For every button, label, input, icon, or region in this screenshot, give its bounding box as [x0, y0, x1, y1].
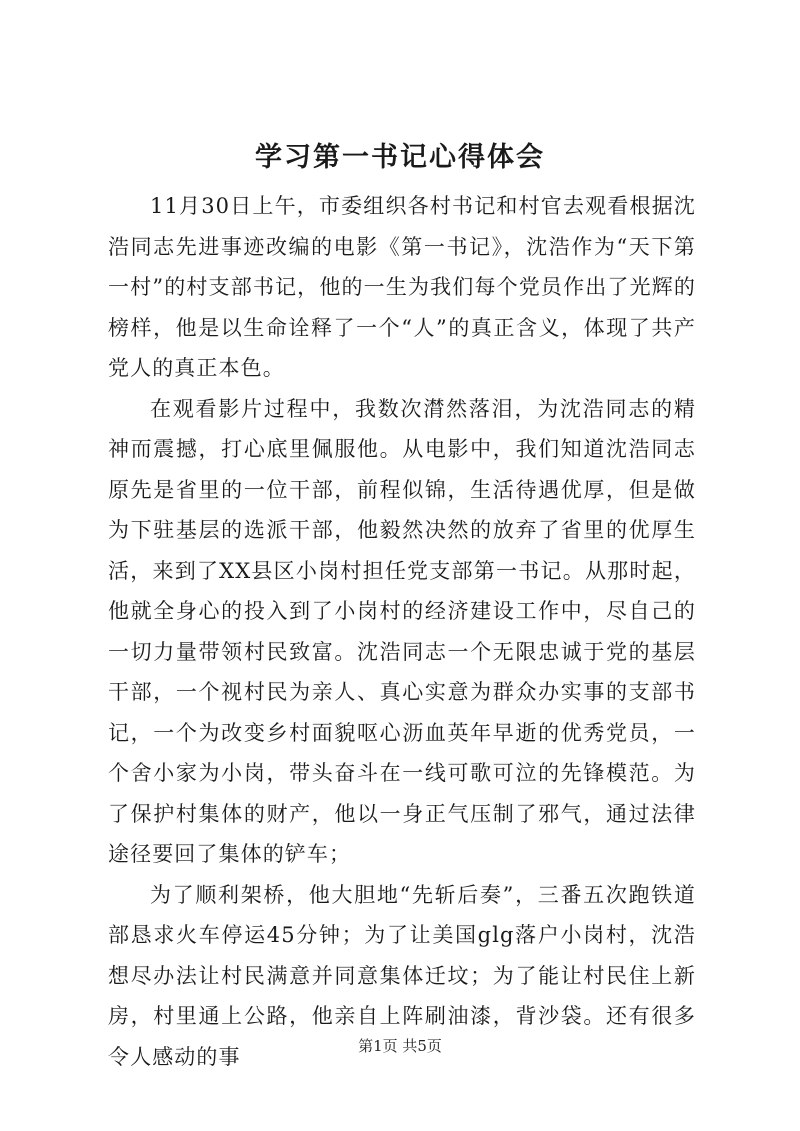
document-body	[108, 186, 696, 1077]
paragraph-3: 为了顺利架桥，他大胆地“先斩后奏”，三番五次跑铁道部恳求火车停运45分钟；为了让美国glg落户小岗村，沈浩想尽办法让村民满意并同意集体迁坟；为了能让村民住上新房，村里通上公路，他亲自上阵刷油漆，背沙袋。还有很多令人感动的事	[108, 882, 696, 1069]
paragraph-2: 在观看影片过程中，我数次潸然落泪，为沈浩同志的精神而震撼，打心底里佩服他。从电影中，我们知道沈浩同志原先是省里的一位干部，前程似锦，生活待遇优厚，但是做为下驻基层的选派干部，他毅然决然的放弃了省里的优厚生活，来到了XX县区小岗村担任党支部第一书记。从那时起，他就全身心的投入到了小岗村的经济建设工作中，尽自己的一切力量带领村民致富。沈浩同志一个无限忠诚于党的基层干部，一个视村民为亲人、真心实意为群众办实事的支部书记，一个为改变乡村面貌呕心沥血英年早逝的优秀党员，一个舍小家为小岗，带头奋斗在一线可歌可泣的先锋模范。为了保护村集体的财产，他以一身正气压制了邪气，通过法律途径要回了集体的铲车；	[108, 396, 696, 866]
page-number-footer: 第1页 共5页	[358, 1037, 442, 1055]
paragraph-1: 11月30日上午，市委组织各村书记和村官去观看根据沈浩同志先进事迹改编的电影《第一书记》，沈浩作为“天下第一村”的村支部书记，他的一生为我们每个党员作出了光辉的榜样，他是以生命诠释了一个“人”的真正含义，体现了共产党人的真正本色。	[108, 194, 696, 380]
page-title: 学习第一书记心得体会	[255, 142, 545, 173]
